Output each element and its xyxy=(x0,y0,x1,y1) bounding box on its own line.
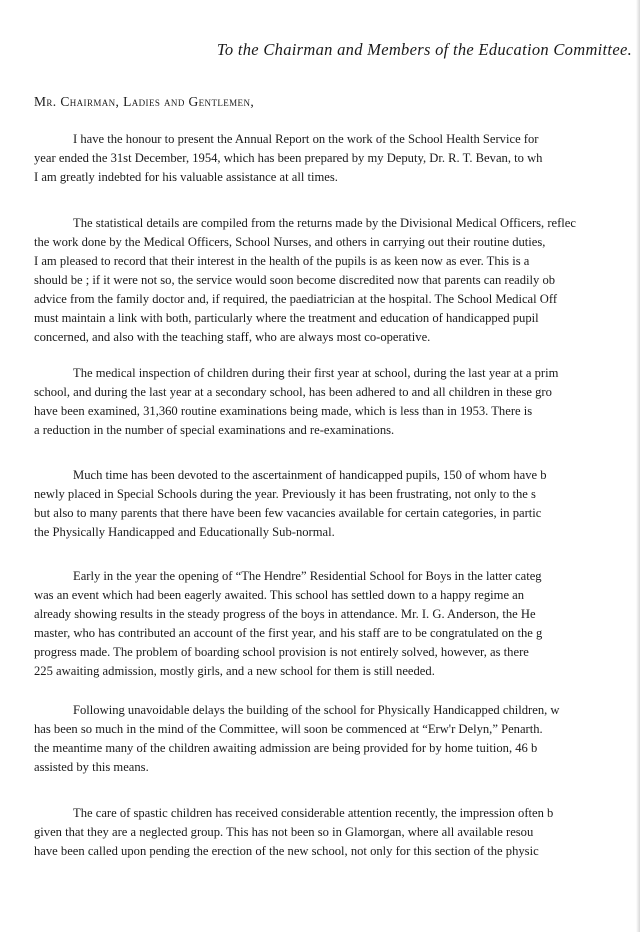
paragraph-line: I am pleased to record that their interest in the health of the pupils is as keen now as ever. This is a xyxy=(34,254,530,268)
paragraph-line: must maintain a link with both, particularly where the treatment and education of handicapped pupil xyxy=(34,311,539,325)
page-edge-shadow xyxy=(636,0,640,932)
paragraph-line: concerned, and also with the teaching staff, who are always most co-operative. xyxy=(34,330,431,344)
paragraph-line: but also to many parents that there have been few vacancies available for certain categories, in partic xyxy=(34,506,542,520)
paragraph-line: have been called upon pending the erection of the new school, not only for this section of the physic xyxy=(34,844,539,858)
paragraph-line: Following unavoidable delays the building of the school for Physically Handicapped children, w xyxy=(73,703,560,717)
paragraph-line: I am greatly indebted for his valuable assistance at all times. xyxy=(34,170,338,184)
paragraph-annual-report xyxy=(34,130,640,187)
paragraph-line: was an event which had been eagerly awaited. This school has settled down to a happy regime an xyxy=(34,588,525,602)
paragraph-line: The care of spastic children has received considerable attention recently, the impression often b xyxy=(73,806,554,820)
paragraph-line: progress made. The problem of boarding school provision is not entirely solved, however, as there xyxy=(34,645,529,659)
paragraph-line: should be ; if it were not so, the service would soon become discredited now that parents can readily ob xyxy=(34,273,556,287)
paragraph-line: 225 awaiting admission, mostly girls, and a new school for them is still needed. xyxy=(34,664,435,678)
paragraph-line: I have the honour to present the Annual Report on the work of the School Health Service for xyxy=(73,132,539,146)
paragraph-line: a reduction in the number of special examinations and re-examinations. xyxy=(34,423,395,437)
paragraph-line: has been so much in the mind of the Committee, will soon be commenced at “Erw'r Delyn,” Penarth. xyxy=(34,722,543,736)
paragraph-medical-inspection xyxy=(34,364,640,440)
paragraph-line: Early in the year the opening of “The Hendre” Residential School for Boys in the latter categ xyxy=(73,569,542,583)
paragraph-statistical-details xyxy=(34,214,640,347)
paragraph-line: master, who has contributed an account of the first year, and his staff are to be congratulated on the g xyxy=(34,626,543,640)
paragraph-line: The medical inspection of children during their first year at school, during the last year at a prim xyxy=(73,366,559,380)
salutation: Mr. Chairman, Ladies and Gentlemen, xyxy=(34,94,255,109)
paragraph-line: assisted by this means. xyxy=(34,760,149,774)
paragraph-line: The statistical details are compiled from the returns made by the Divisional Medical Officers, reflec xyxy=(73,216,576,230)
paragraph-the-hendre xyxy=(34,567,640,681)
paragraph-line: have been examined, 31,360 routine examinations being made, which is less than in 1953. There is xyxy=(34,404,533,418)
paragraph-line: already showing results in the steady progress of the boys in attendance. Mr. I. G. Anderson, the He xyxy=(34,607,536,621)
paragraph-line: year ended the 31st December, 1954, which has been prepared by my Deputy, Dr. R. T. Bevan, to wh xyxy=(34,151,543,165)
paragraph-handicapped-pupils xyxy=(34,466,640,542)
paragraph-line: the Physically Handicapped and Educationally Sub-normal. xyxy=(34,525,335,539)
page-title: To the Chairman and Members of the Education Committee. xyxy=(216,40,632,59)
paragraph-line: the work done by the Medical Officers, School Nurses, and others in carrying out their routine duties, xyxy=(34,235,546,249)
paragraph-line: Much time has been devoted to the ascertainment of handicapped pupils, 150 of whom have b xyxy=(73,468,547,482)
paragraph-line: school, and during the last year at a secondary school, has been adhered to and all children in these gro xyxy=(34,385,552,399)
paragraph-spastic-children xyxy=(34,804,640,861)
paragraph-line: given that they are a neglected group. This has not been so in Glamorgan, where all available resou xyxy=(34,825,534,839)
paragraph-line: newly placed in Special Schools during the year. Previously it has been frustrating, not only to the s xyxy=(34,487,536,501)
paragraph-erwr-delyn xyxy=(34,701,640,777)
paragraph-line: advice from the family doctor and, if required, the paediatrician at the hospital. The School Medical Off xyxy=(34,292,558,306)
paragraph-line: the meantime many of the children awaiting admission are being provided for by home tuition, 46 b xyxy=(34,741,538,755)
